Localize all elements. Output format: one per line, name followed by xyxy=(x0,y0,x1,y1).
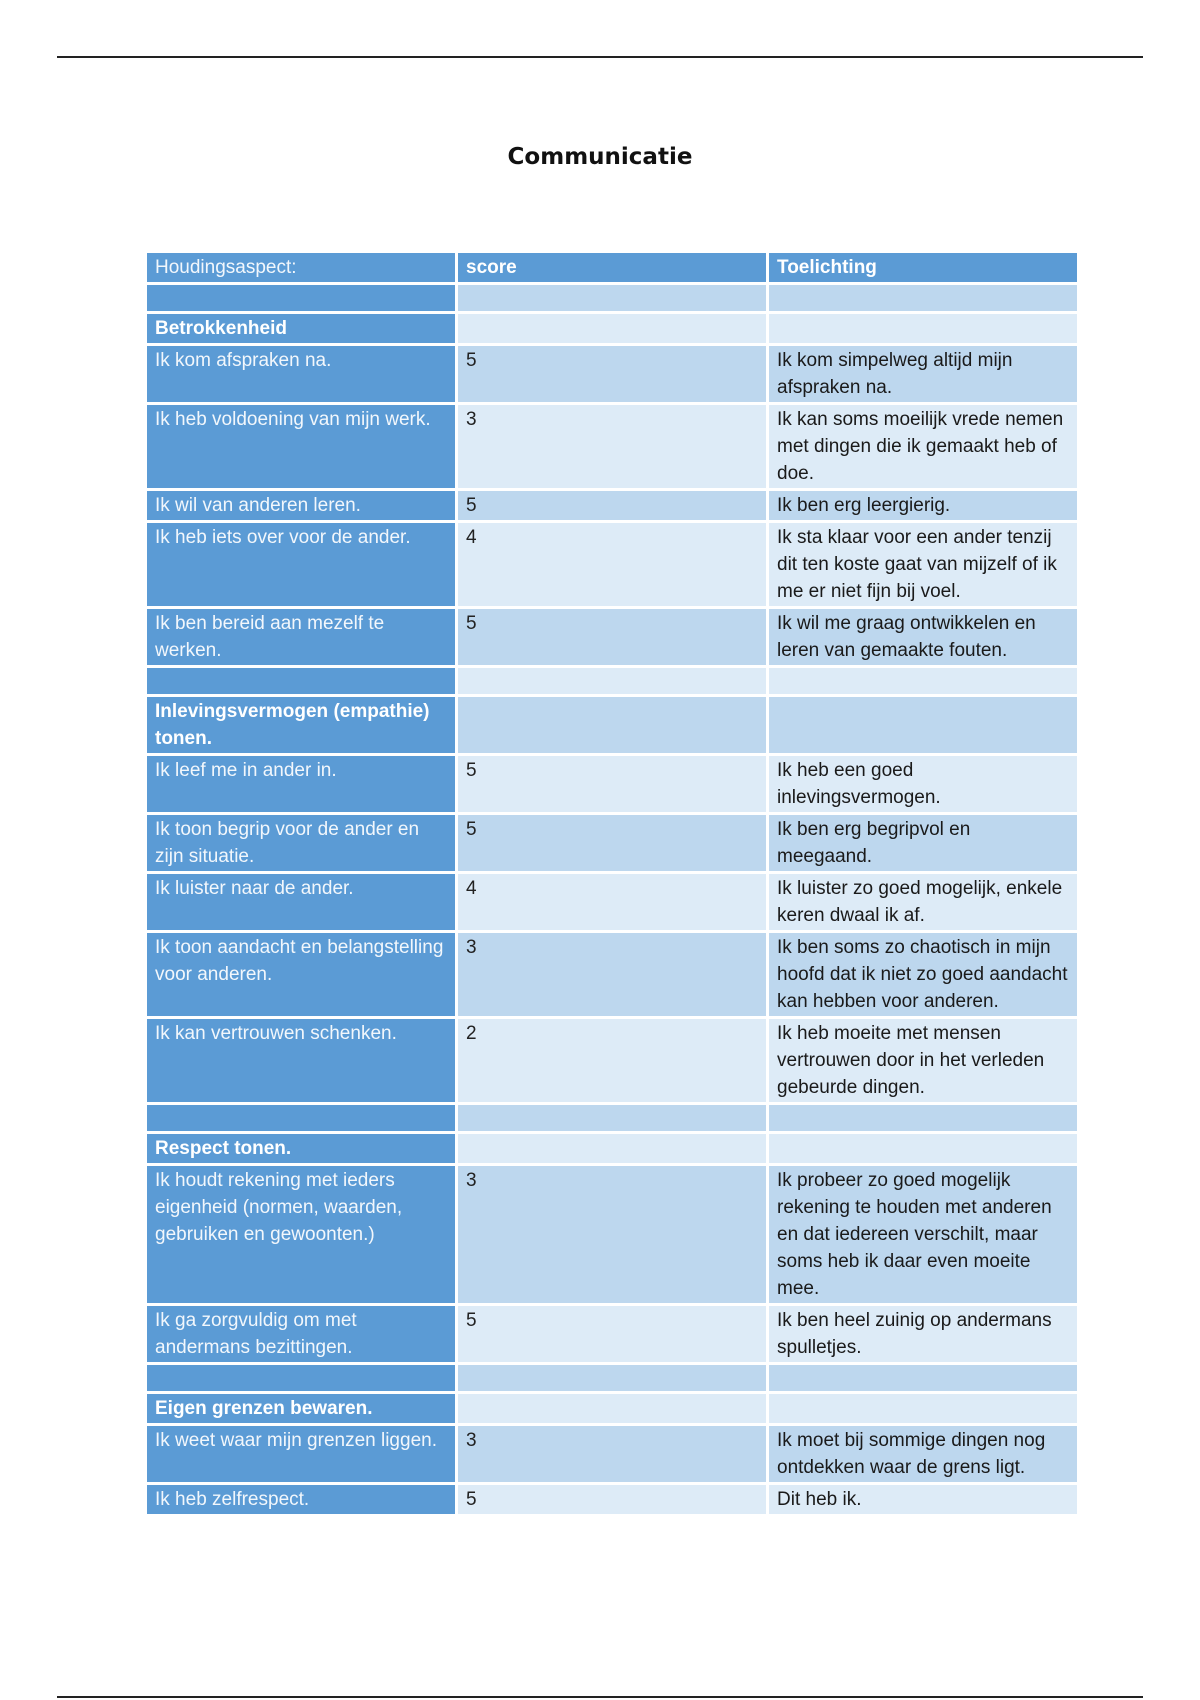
score-cell: 5 xyxy=(458,756,766,812)
table-row xyxy=(147,1485,1077,1514)
table-row xyxy=(147,405,1077,488)
score-cell xyxy=(458,697,766,753)
score-cell xyxy=(458,1365,766,1391)
top-rule xyxy=(57,56,1143,58)
page-title: Communicatie xyxy=(507,144,693,170)
aspect-cell: Ik kan vertrouwen schenken. xyxy=(147,1019,455,1102)
explanation-cell: Ik luister zo goed mogelijk, enkele keren dwaal ik af. xyxy=(769,874,1077,930)
explanation-cell: Dit heb ik. xyxy=(769,1485,1077,1514)
score-cell: 5 xyxy=(458,1306,766,1362)
score-cell: 5 xyxy=(458,491,766,520)
aspect-cell xyxy=(147,668,455,694)
aspect-cell: Ik wil van anderen leren. xyxy=(147,491,455,520)
table-row xyxy=(147,933,1077,1016)
header-aspect: Houdingsaspect: xyxy=(147,253,455,282)
table-header-row xyxy=(147,253,1077,282)
aspect-cell: Ik kom afspraken na. xyxy=(147,346,455,402)
score-cell: 5 xyxy=(458,346,766,402)
score-cell: 3 xyxy=(458,405,766,488)
explanation-cell xyxy=(769,1105,1077,1131)
spacer-row xyxy=(147,285,1077,311)
aspect-cell: Betrokkenheid xyxy=(147,314,455,343)
table-row xyxy=(147,815,1077,871)
section-row xyxy=(147,314,1077,343)
explanation-cell: Ik probeer zo goed mogelijk rekening te houden met anderen en dat iedereen verschilt, maar soms heb ik daar even moeite mee. xyxy=(769,1166,1077,1303)
bottom-rule xyxy=(57,1696,1143,1698)
aspect-cell: Ik ga zorgvuldig om met andermans bezittingen. xyxy=(147,1306,455,1362)
score-cell: 4 xyxy=(458,874,766,930)
explanation-cell: Ik sta klaar voor een ander tenzij dit ten koste gaat van mijzelf of ik me er niet fijn bij voel. xyxy=(769,523,1077,606)
score-cell xyxy=(458,314,766,343)
aspect-cell: Ik ben bereid aan mezelf te werken. xyxy=(147,609,455,665)
aspect-cell xyxy=(147,1105,455,1131)
score-cell xyxy=(458,1105,766,1131)
explanation-cell: Ik ben erg begripvol en meegaand. xyxy=(769,815,1077,871)
aspect-cell: Ik toon aandacht en belangstelling voor anderen. xyxy=(147,933,455,1016)
score-cell: 5 xyxy=(458,609,766,665)
aspect-cell: Ik houdt rekening met ieders eigenheid (normen, waarden, gebruiken en gewoonten.) xyxy=(147,1166,455,1303)
table-row xyxy=(147,1306,1077,1362)
explanation-cell xyxy=(769,697,1077,753)
aspect-cell: Ik weet waar mijn grenzen liggen. xyxy=(147,1426,455,1482)
explanation-cell: Ik kom simpelweg altijd mijn afspraken na. xyxy=(769,346,1077,402)
aspect-cell: Ik toon begrip voor de ander en zijn situatie. xyxy=(147,815,455,871)
aspect-cell xyxy=(147,1365,455,1391)
score-cell xyxy=(458,1394,766,1423)
aspect-cell: Ik leef me in ander in. xyxy=(147,756,455,812)
spacer-row xyxy=(147,1105,1077,1131)
table-row xyxy=(147,1019,1077,1102)
score-cell: 3 xyxy=(458,1166,766,1303)
score-cell: 5 xyxy=(458,1485,766,1514)
aspect-cell xyxy=(147,285,455,311)
table-row xyxy=(147,874,1077,930)
header-score: score xyxy=(458,253,766,282)
table-body xyxy=(147,253,1077,1514)
explanation-cell xyxy=(769,1394,1077,1423)
spacer-row xyxy=(147,1365,1077,1391)
aspect-cell: Eigen grenzen bewaren. xyxy=(147,1394,455,1423)
explanation-cell xyxy=(769,1365,1077,1391)
explanation-cell: Ik kan soms moeilijk vrede nemen met dingen die ik gemaakt heb of doe. xyxy=(769,405,1077,488)
spacer-row xyxy=(147,668,1077,694)
explanation-cell: Ik ben heel zuinig op andermans spulletjes. xyxy=(769,1306,1077,1362)
score-cell: 3 xyxy=(458,933,766,1016)
section-row xyxy=(147,1134,1077,1163)
aspect-cell: Ik heb voldoening van mijn werk. xyxy=(147,405,455,488)
explanation-cell: Ik heb een goed inlevingsvermogen. xyxy=(769,756,1077,812)
explanation-cell: Ik heb moeite met mensen vertrouwen door in het verleden gebeurde dingen. xyxy=(769,1019,1077,1102)
aspect-cell: Ik heb iets over voor de ander. xyxy=(147,523,455,606)
score-cell xyxy=(458,668,766,694)
table-row xyxy=(147,756,1077,812)
table-row xyxy=(147,491,1077,520)
score-cell xyxy=(458,285,766,311)
header-explanation: Toelichting xyxy=(769,253,1077,282)
section-row xyxy=(147,697,1077,753)
aspect-cell: Ik luister naar de ander. xyxy=(147,874,455,930)
explanation-cell: Ik ben erg leergierig. xyxy=(769,491,1077,520)
explanation-cell xyxy=(769,314,1077,343)
explanation-cell: Ik moet bij sommige dingen nog ontdekken waar de grens ligt. xyxy=(769,1426,1077,1482)
score-cell: 3 xyxy=(458,1426,766,1482)
table-row xyxy=(147,1426,1077,1482)
table-row xyxy=(147,346,1077,402)
explanation-cell: Ik ben soms zo chaotisch in mijn hoofd dat ik niet zo goed aandacht kan hebben voor anderen. xyxy=(769,933,1077,1016)
aspect-cell: Ik heb zelfrespect. xyxy=(147,1485,455,1514)
score-cell: 2 xyxy=(458,1019,766,1102)
table-row xyxy=(147,609,1077,665)
explanation-cell xyxy=(769,1134,1077,1163)
explanation-cell xyxy=(769,668,1077,694)
table-row xyxy=(147,1166,1077,1303)
score-cell: 5 xyxy=(458,815,766,871)
explanation-cell: Ik wil me graag ontwikkelen en leren van gemaakte fouten. xyxy=(769,609,1077,665)
score-cell: 4 xyxy=(458,523,766,606)
section-row xyxy=(147,1394,1077,1423)
table-row xyxy=(147,523,1077,606)
explanation-cell xyxy=(769,285,1077,311)
score-cell xyxy=(458,1134,766,1163)
aspect-cell: Respect tonen. xyxy=(147,1134,455,1163)
attitude-table xyxy=(144,250,1080,1517)
aspect-cell: Inlevingsvermogen (empathie) tonen. xyxy=(147,697,455,753)
